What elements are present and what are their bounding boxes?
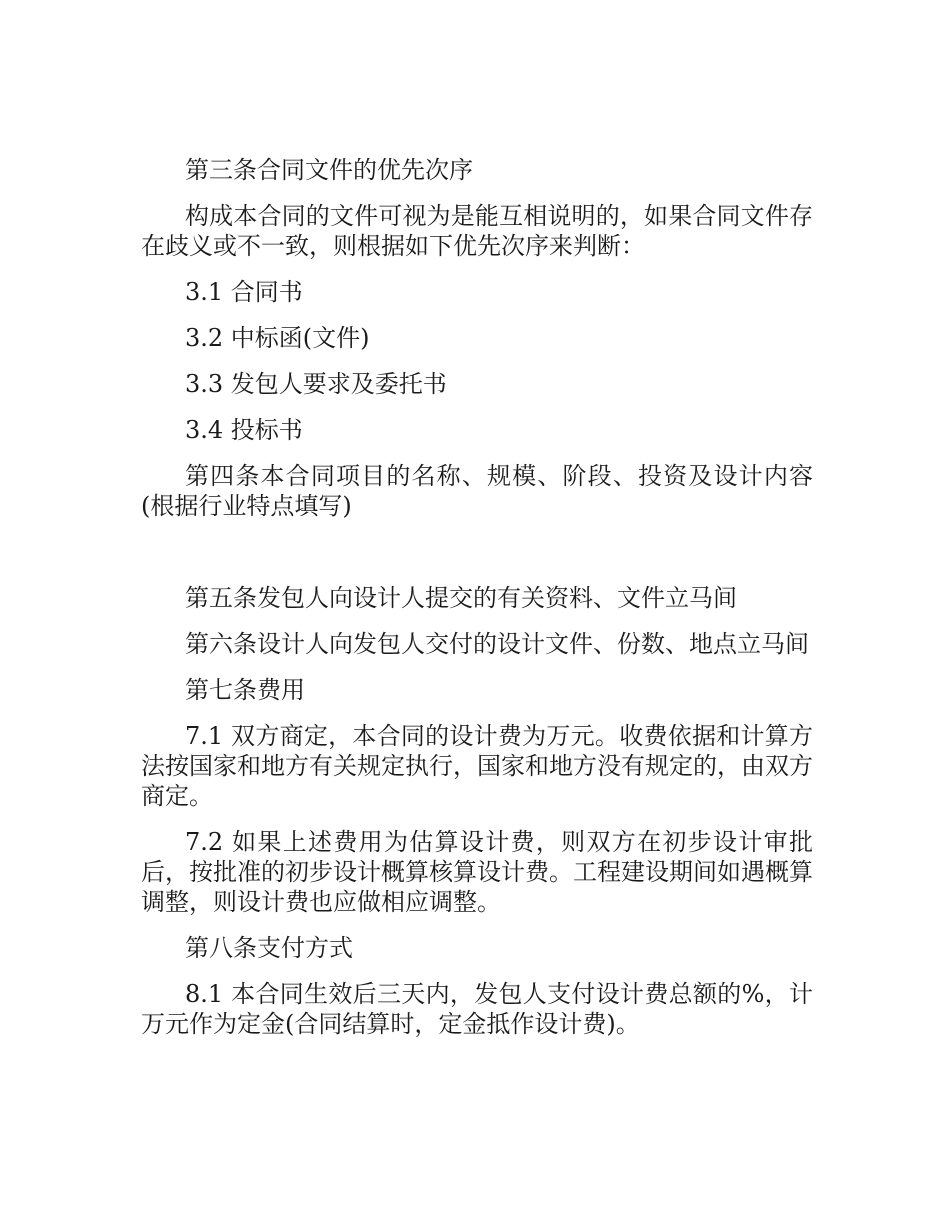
clause-3-4: 3.4 投标书 bbox=[185, 416, 303, 444]
clause-3-2: 3.2 中标函(文件) bbox=[185, 324, 370, 352]
clause-7-2: 7.2 如果上述费用为估算设计费，则双方在初步设计审批后，按批准的初步设计概算核算设计费。工程建设期间如遇概算调整，则设计费也应做相应调整。 bbox=[141, 828, 813, 916]
article-7-heading: 第七条费用 bbox=[185, 676, 305, 704]
article-4-heading: 第四条本合同项目的名称、规模、阶段、投资及设计内容(根据行业特点填写) bbox=[141, 462, 813, 520]
document-page bbox=[141, 155, 813, 1055]
article-8-heading: 第八条支付方式 bbox=[185, 934, 353, 962]
clause-7-1: 7.1 双方商定，本合同的设计费为万元。收费依据和计算方法按国家和地方有关规定执行，国家和地方没有规定的，由双方商定。 bbox=[141, 722, 813, 810]
clause-8-1: 8.1 本合同生效后三天内，发包人支付设计费总额的%，计万元作为定金(合同结算时，定金抵作设计费)。 bbox=[141, 980, 813, 1038]
article-5-heading: 第五条发包人向设计人提交的有关资料、文件立马间 bbox=[185, 584, 737, 612]
article-3-body: 构成本合同的文件可视为是能互相说明的，如果合同文件存在歧义或不一致，则根据如下优先次序来判断： bbox=[141, 202, 813, 260]
article-6-heading: 第六条设计人向发包人交付的设计文件、份数、地点立马间 bbox=[185, 630, 809, 658]
article-3-heading: 第三条合同文件的优先次序 bbox=[185, 156, 473, 184]
clause-3-1: 3.1 合同书 bbox=[185, 278, 303, 306]
clause-3-3: 3.3 发包人要求及委托书 bbox=[185, 370, 447, 398]
